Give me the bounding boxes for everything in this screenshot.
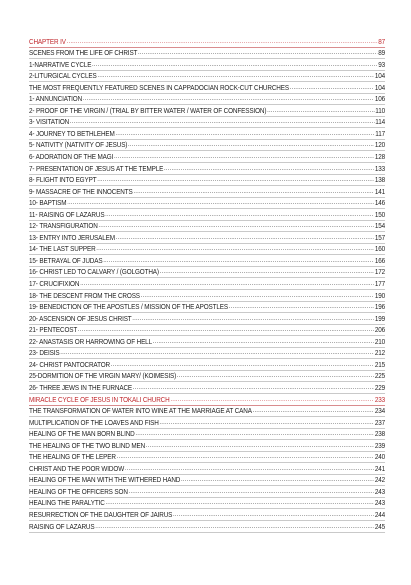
toc-page-number: 243 xyxy=(374,486,386,496)
toc-dot-leader xyxy=(146,441,374,451)
toc-dot-leader xyxy=(111,360,374,370)
toc-entry-title: RAISING OF LAZARUS xyxy=(29,521,95,531)
toc-dot-leader xyxy=(290,83,374,93)
toc-dot-leader xyxy=(92,60,377,70)
toc-entry-title: MIRACLE CYCLE OF JESUS IN TOKALI CHURCH xyxy=(29,394,170,404)
toc-entry-title: 4- JOURNEY TO BETHLEHEM xyxy=(29,128,115,138)
toc-page-number: 172 xyxy=(374,267,386,277)
toc-entry-title: THE HEALING OF THE TWO BLIND MEN xyxy=(29,440,146,450)
toc-entry-title: 7- PRESENTATION OF JESUS AT THE TEMPLE xyxy=(29,163,164,173)
toc-page-number: 239 xyxy=(374,440,386,450)
toc-dot-leader xyxy=(116,129,375,139)
toc-page-number: 177 xyxy=(374,279,386,289)
toc-page-number: 241 xyxy=(374,463,386,473)
toc-entry xyxy=(29,175,385,187)
toc-page-number: 146 xyxy=(374,198,386,208)
toc-entry-title: 9- MASSACRE OF THE INNOCENTS xyxy=(29,186,133,196)
toc-entry-title: 23- DEISIS xyxy=(29,348,60,358)
toc-entry xyxy=(29,128,385,140)
toc-dot-leader xyxy=(114,152,374,162)
toc-entry xyxy=(29,452,385,464)
toc-entry xyxy=(29,290,385,302)
toc-entry xyxy=(29,198,385,210)
toc-entry-title: 12- TRANSFIGURATION xyxy=(29,221,98,231)
toc-entry-title: 1- ANNUNCIATION xyxy=(29,94,83,104)
toc-entry-title: CHRIST AND THE POOR WIDOW xyxy=(29,463,125,473)
toc-entry-title: THE MOST FREQUENTLY FEATURED SCENES IN CAPPADOCIAN ROCK-CUT CHURCHES xyxy=(29,82,289,92)
toc-page-number: 212 xyxy=(374,348,386,358)
toc-page-number: 243 xyxy=(374,498,386,508)
toc-entry xyxy=(29,371,385,383)
toc-dot-leader xyxy=(170,395,373,405)
toc-section-heading xyxy=(29,36,385,48)
toc-dot-leader xyxy=(160,418,374,428)
toc-dot-leader xyxy=(267,106,374,116)
toc-dot-leader xyxy=(181,475,374,485)
toc-dot-leader xyxy=(80,279,374,289)
toc-entry-title: 15- BETRAYAL OF JUDAS xyxy=(29,255,103,265)
toc-page-number: 120 xyxy=(374,140,386,150)
toc-entry xyxy=(29,440,385,452)
toc-page-number: 93 xyxy=(378,59,386,69)
toc-dot-leader xyxy=(117,452,374,462)
toc-entry xyxy=(29,278,385,290)
toc-page-number: 206 xyxy=(374,325,386,335)
toc-page-number: 210 xyxy=(374,336,386,346)
toc-page-number: 238 xyxy=(374,429,386,439)
toc-dot-leader xyxy=(103,256,374,266)
toc-entry-title: 2-LITURGICAL CYCLES xyxy=(29,71,97,81)
toc-entry xyxy=(29,221,385,233)
toc-page-number: 133 xyxy=(374,163,386,173)
toc-entry xyxy=(29,348,385,360)
toc-page-number: 199 xyxy=(374,313,386,323)
toc-dot-leader xyxy=(125,464,374,474)
toc-entry-title: SCENES FROM THE LIFE OF CHRIST xyxy=(29,48,138,58)
toc-page-number: 196 xyxy=(374,302,386,312)
toc-entry xyxy=(29,486,385,498)
toc-section-heading xyxy=(29,394,385,406)
toc-entry xyxy=(29,463,385,475)
toc-dot-leader xyxy=(105,210,374,220)
toc-entry xyxy=(29,255,385,267)
toc-dot-leader xyxy=(83,94,374,104)
toc-entry xyxy=(29,429,385,441)
toc-entry-title: 6- ADORATION OF THE MAGI xyxy=(29,152,114,162)
toc-entry xyxy=(29,509,385,521)
toc-dot-leader xyxy=(135,429,373,439)
toc-page-number: 215 xyxy=(374,359,386,369)
toc-entry-title: HEALING OF THE MAN WITH THE WITHERED HAND xyxy=(29,475,181,485)
toc-entry-title: 18- THE DESCENT FROM THE CROSS xyxy=(29,290,140,300)
toc-entry xyxy=(29,186,385,198)
toc-entry xyxy=(29,359,385,371)
toc-entry-title: 22- ANASTASIS OR HARROWING OF HELL xyxy=(29,336,152,346)
toc-page-number: 229 xyxy=(374,382,386,392)
toc-entry-title: 14- THE LAST SUPPER xyxy=(29,244,96,254)
toc-entry xyxy=(29,82,385,94)
toc-entry-title: HEALING THE PARALYTIC xyxy=(29,498,105,508)
toc-entry-title: CHAPTER IV xyxy=(29,36,66,46)
toc-entry-title: 10- BAPTISM xyxy=(29,198,67,208)
toc-page-number: 244 xyxy=(374,509,386,519)
toc-dot-leader xyxy=(67,37,378,47)
toc-dot-leader xyxy=(106,498,374,508)
toc-dot-leader xyxy=(132,314,374,324)
toc-page-number: 89 xyxy=(378,48,386,58)
toc-entry-title: 26- THREE JEWS IN THE FURNACE xyxy=(29,382,133,392)
toc-dot-leader xyxy=(253,406,374,416)
toc-entry xyxy=(29,163,385,175)
toc-entry-title: RESURRECTION OF THE DAUGHTER OF JAIRUS xyxy=(29,509,173,519)
toc-entry xyxy=(29,475,385,487)
toc-entry-title: HEALING OF THE OFFICERS SON xyxy=(29,486,128,496)
toc-dot-leader xyxy=(97,71,373,81)
toc-dot-leader xyxy=(99,221,374,231)
toc-dot-leader xyxy=(133,187,373,197)
toc-page-number: 237 xyxy=(374,417,386,427)
toc-page-number: 141 xyxy=(374,186,386,196)
toc-entry xyxy=(29,48,385,60)
toc-page-number: 87 xyxy=(378,36,386,46)
toc-entry xyxy=(29,71,385,83)
toc-page-number: 166 xyxy=(374,255,386,265)
toc-entry-title: THE HEALING OF THE LEPER xyxy=(29,452,116,462)
toc-dot-leader xyxy=(97,175,374,185)
toc-dot-leader xyxy=(116,233,374,243)
toc-page-number: 242 xyxy=(374,475,386,485)
toc-page-number: 157 xyxy=(374,232,386,242)
toc-entry xyxy=(29,521,385,533)
toc-page-number: 225 xyxy=(374,371,386,381)
toc-entry xyxy=(29,232,385,244)
toc-entry-title: 24- CHRIST PANTOCRATOR xyxy=(29,359,110,369)
toc-entry-title: 17- CRUCIFIXION xyxy=(29,279,80,289)
toc-dot-leader xyxy=(153,337,374,347)
toc-dot-leader xyxy=(60,348,374,358)
toc-dot-leader xyxy=(78,325,374,335)
toc-dot-leader xyxy=(177,371,374,381)
toc-entry xyxy=(29,209,385,221)
toc-page-number: 190 xyxy=(374,290,386,300)
toc-page-number: 245 xyxy=(374,521,386,531)
toc-page-number: 110 xyxy=(375,105,386,115)
toc-entry-title: 19- BENEDICTION OF THE APOSTLES / MISSION OF THE APOSTLES xyxy=(29,302,229,312)
toc-dot-leader xyxy=(128,140,374,150)
toc-dot-leader xyxy=(96,244,374,254)
toc-entry xyxy=(29,59,385,71)
toc-page-number: 128 xyxy=(374,152,386,162)
toc-page-number: 233 xyxy=(374,394,386,404)
toc-page-number: 114 xyxy=(375,117,386,127)
toc-entry xyxy=(29,105,385,117)
table-of-contents xyxy=(29,36,385,533)
toc-page-number: 104 xyxy=(374,71,386,81)
toc-page-number: 106 xyxy=(374,94,386,104)
toc-entry xyxy=(29,417,385,429)
toc-entry xyxy=(29,94,385,106)
toc-page-number: 240 xyxy=(374,452,386,462)
toc-entry xyxy=(29,302,385,314)
toc-dot-leader xyxy=(160,267,374,277)
toc-dot-leader xyxy=(138,48,377,58)
toc-page-number: 117 xyxy=(375,128,386,138)
toc-entry xyxy=(29,140,385,152)
toc-dot-leader xyxy=(129,487,374,497)
toc-dot-leader xyxy=(173,510,374,520)
toc-entry-title: 5- NATIVITY (NATIVITY OF JESUS) xyxy=(29,140,128,150)
toc-page-number: 138 xyxy=(374,175,386,185)
toc-entry-title: 2- PROOF OF THE VIRGIN / (TRIAL BY BITTER WATER / WATER OF CONFESSION) xyxy=(29,105,267,115)
toc-entry xyxy=(29,406,385,418)
toc-entry xyxy=(29,336,385,348)
toc-entry xyxy=(29,313,385,325)
toc-entry-title: 11- RAISING OF LAZARUS xyxy=(29,209,105,219)
toc-entry-title: 1-NARRATIVE CYCLE xyxy=(29,59,92,69)
toc-entry-title: THE TRANSFORMATION OF WATER INTO WINE AT THE MARRIAGE AT CANA xyxy=(29,406,252,416)
toc-entry-title: 13- ENTRY INTO JERUSALEM xyxy=(29,232,115,242)
toc-page-number: 160 xyxy=(374,244,386,254)
toc-page-number: 234 xyxy=(374,406,386,416)
toc-page-number: 154 xyxy=(374,221,386,231)
toc-entry-title: 16- CHRIST LED TO CALVARY / (GOLGOTHA) xyxy=(29,267,159,277)
toc-dot-leader xyxy=(141,291,374,301)
toc-dot-leader xyxy=(67,198,374,208)
toc-entry-title: MULTIPLICATION OF THE LOAVES AND FISH xyxy=(29,417,159,427)
toc-entry-title: 21- PENTECOST xyxy=(29,325,78,335)
toc-entry-title: HEALING OF THE MAN BORN BLIND xyxy=(29,429,135,439)
toc-entry-title: 3- VISITATION xyxy=(29,117,70,127)
toc-dot-leader xyxy=(133,383,374,393)
toc-entry-title: 20- ASCENSION OF JESUS CHRIST xyxy=(29,313,132,323)
toc-entry xyxy=(29,151,385,163)
toc-entry xyxy=(29,382,385,394)
toc-entry xyxy=(29,498,385,510)
toc-entry xyxy=(29,244,385,256)
toc-entry xyxy=(29,117,385,129)
toc-dot-leader xyxy=(95,522,374,532)
toc-dot-leader xyxy=(229,302,374,312)
toc-page-number: 150 xyxy=(374,209,386,219)
toc-page-number: 104 xyxy=(374,82,386,92)
toc-entry xyxy=(29,267,385,279)
toc-entry-title: 25-DORMITION OF THE VIRGIN MARY/ (KOIMESIS) xyxy=(29,371,177,381)
toc-entry xyxy=(29,325,385,337)
toc-dot-leader xyxy=(70,117,374,127)
toc-dot-leader xyxy=(164,164,374,174)
toc-entry-title: 8- FLIGHT INTO EGYPT xyxy=(29,175,97,185)
